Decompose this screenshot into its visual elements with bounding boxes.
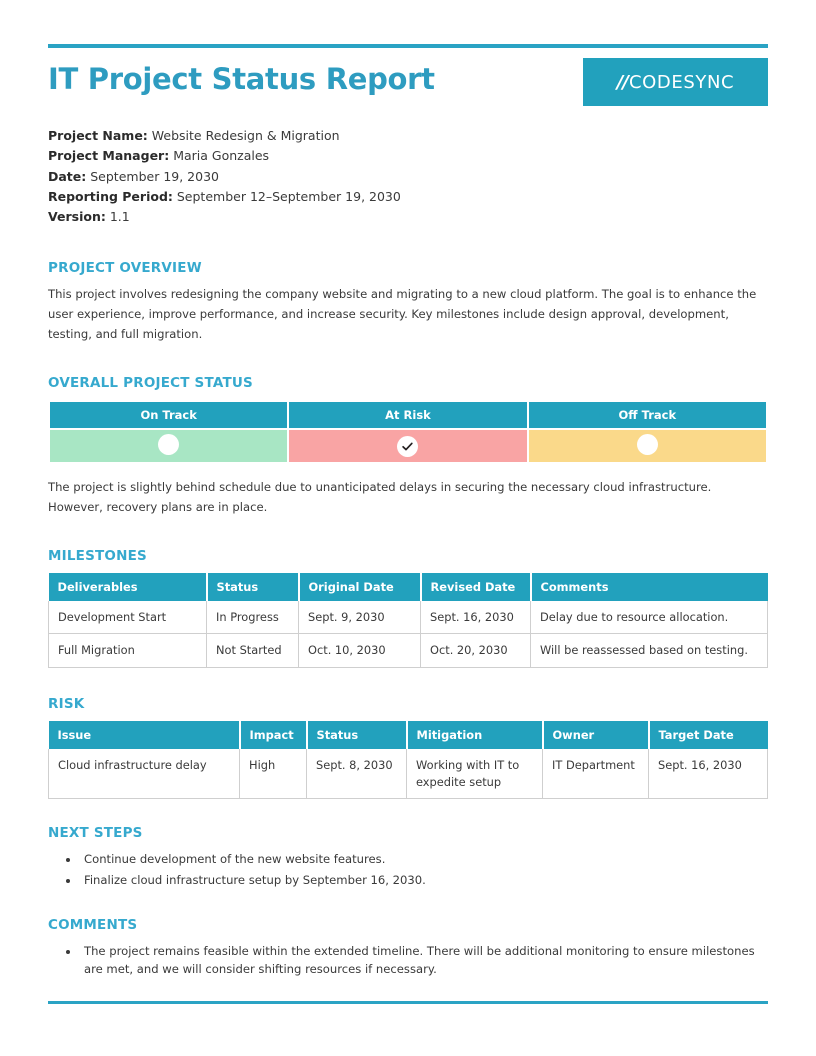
meta-value-reporting-period: September 12–September 19, 2030 bbox=[176, 188, 401, 204]
milestones-cell-comments: Delay due to resource allocation. bbox=[531, 601, 768, 634]
status-cell-off-track[interactable] bbox=[528, 429, 767, 463]
status-cell-on-track[interactable] bbox=[49, 429, 288, 463]
risk-table bbox=[48, 721, 768, 799]
meta-row-reporting-period bbox=[48, 187, 768, 207]
meta-row-date bbox=[48, 167, 768, 187]
milestones-cell-status: In Progress bbox=[207, 601, 299, 634]
status-header-on-track: On Track bbox=[49, 401, 288, 429]
status-header-at-risk: At Risk bbox=[288, 401, 527, 429]
table-row bbox=[49, 634, 768, 668]
section-title-milestones: MILESTONES bbox=[48, 547, 147, 564]
section-title-comments: COMMENTS bbox=[48, 916, 138, 933]
comments-list bbox=[48, 942, 768, 980]
meta-value-version: 1.1 bbox=[109, 209, 130, 224]
table-row bbox=[49, 601, 768, 634]
section-title-overall-status: OVERALL PROJECT STATUS bbox=[48, 375, 253, 392]
document-header bbox=[48, 58, 768, 106]
meta-value-date: September 19, 2030 bbox=[90, 168, 219, 184]
risk-cell-mitigation: Working with IT to expedite setup bbox=[407, 749, 543, 799]
risk-cell-issue: Cloud infrastructure delay bbox=[49, 749, 240, 799]
milestones-header-original-date: Original Date bbox=[299, 573, 421, 601]
project-metadata bbox=[48, 126, 768, 227]
check-icon bbox=[401, 440, 414, 453]
milestones-cell-revised-date: Sept. 16, 2030 bbox=[421, 601, 531, 634]
project-overview-text: This project involves redesigning the company website and migrating to a new cloud platform. The goal is to enhance the user experience, improve performance, and increase security. Key milestones include design approval, development, testing, and full migration. bbox=[48, 287, 757, 342]
logo-slashes-icon: // bbox=[616, 71, 628, 93]
status-radio-on-track[interactable] bbox=[158, 434, 179, 455]
status-table bbox=[48, 400, 768, 464]
section-next-steps bbox=[48, 825, 768, 890]
risk-header-row bbox=[49, 721, 768, 749]
risk-cell-target-date: Sept. 16, 2030 bbox=[649, 749, 768, 799]
risk-header-mitigation: Mitigation bbox=[407, 721, 543, 749]
risk-cell-status: Sept. 8, 2030 bbox=[307, 749, 407, 799]
brand-logo bbox=[583, 58, 768, 106]
risk-header-issue: Issue bbox=[49, 721, 240, 749]
risk-cell-owner: IT Department bbox=[543, 749, 649, 799]
section-milestones bbox=[48, 548, 768, 668]
meta-label-date: Date: bbox=[48, 168, 87, 184]
page-title: IT Project Status Report bbox=[48, 62, 435, 96]
meta-value-project-manager: Maria Gonzales bbox=[173, 148, 270, 164]
meta-row-project-manager bbox=[48, 146, 768, 166]
list-item: • The project remains feasible within the extended timeline. There will be additional monitoring to ensure milestones are met, and we will consider shifting resources if necessary. bbox=[80, 942, 768, 980]
section-overall-project-status bbox=[48, 375, 768, 518]
milestones-cell-original-date: Sept. 9, 2030 bbox=[299, 601, 421, 634]
risk-header-owner: Owner bbox=[543, 721, 649, 749]
meta-value-project-name: Website Redesign & Migration bbox=[151, 128, 340, 143]
section-title-project-overview: PROJECT OVERVIEW bbox=[48, 260, 202, 277]
bottom-divider bbox=[48, 1001, 768, 1004]
milestones-table bbox=[48, 573, 768, 668]
status-note-text: The project is slightly behind schedule due to unanticipated delays in securing the necessary cloud infrastructure. However, recovery plans are in place. bbox=[48, 480, 712, 514]
list-item: • Continue development of the new website features. bbox=[80, 850, 768, 869]
meta-label-version: Version: bbox=[48, 209, 106, 224]
milestones-cell-revised-date: Oct. 20, 2030 bbox=[421, 634, 531, 668]
section-title-next-steps: NEXT STEPS bbox=[48, 825, 143, 842]
status-selection-row bbox=[49, 429, 767, 463]
section-risk bbox=[48, 696, 768, 799]
milestones-header-status: Status bbox=[207, 573, 299, 601]
section-title-risk: RISK bbox=[48, 696, 85, 712]
milestones-cell-comments: Will be reassessed based on testing. bbox=[531, 634, 768, 668]
meta-label-reporting-period: Reporting Period: bbox=[48, 188, 173, 204]
section-project-overview bbox=[48, 260, 768, 345]
milestones-header-deliverables: Deliverables bbox=[49, 573, 207, 601]
milestones-header-comments: Comments bbox=[531, 573, 768, 601]
milestones-cell-original-date: Oct. 10, 2030 bbox=[299, 634, 421, 668]
section-comments bbox=[48, 917, 768, 980]
milestones-cell-deliverable: Full Migration bbox=[49, 634, 207, 668]
status-radio-off-track[interactable] bbox=[637, 434, 658, 455]
milestones-cell-deliverable: Development Start bbox=[49, 601, 207, 634]
status-header-row bbox=[49, 401, 767, 429]
next-steps-list bbox=[48, 850, 768, 890]
table-row bbox=[49, 749, 768, 799]
status-cell-at-risk[interactable] bbox=[288, 429, 527, 463]
status-radio-at-risk[interactable] bbox=[397, 436, 418, 457]
milestones-header-row bbox=[49, 573, 768, 601]
status-header-off-track: Off Track bbox=[528, 401, 767, 429]
risk-header-target-date: Target Date bbox=[649, 721, 768, 749]
milestones-header-revised-date: Revised Date bbox=[421, 573, 531, 601]
risk-cell-impact: High bbox=[240, 749, 307, 799]
meta-row-version bbox=[48, 207, 768, 227]
risk-header-impact: Impact bbox=[240, 721, 307, 749]
meta-row-project-name bbox=[48, 126, 768, 146]
milestones-cell-status: Not Started bbox=[207, 634, 299, 668]
risk-header-status: Status bbox=[307, 721, 407, 749]
top-divider bbox=[48, 44, 768, 48]
logo-wordmark: CODESYNC bbox=[628, 71, 735, 93]
list-item: • Finalize cloud infrastructure setup by September 16, 2030. bbox=[80, 871, 768, 890]
meta-label-project-name: Project Name: bbox=[48, 128, 148, 143]
meta-label-project-manager: Project Manager: bbox=[48, 148, 170, 164]
